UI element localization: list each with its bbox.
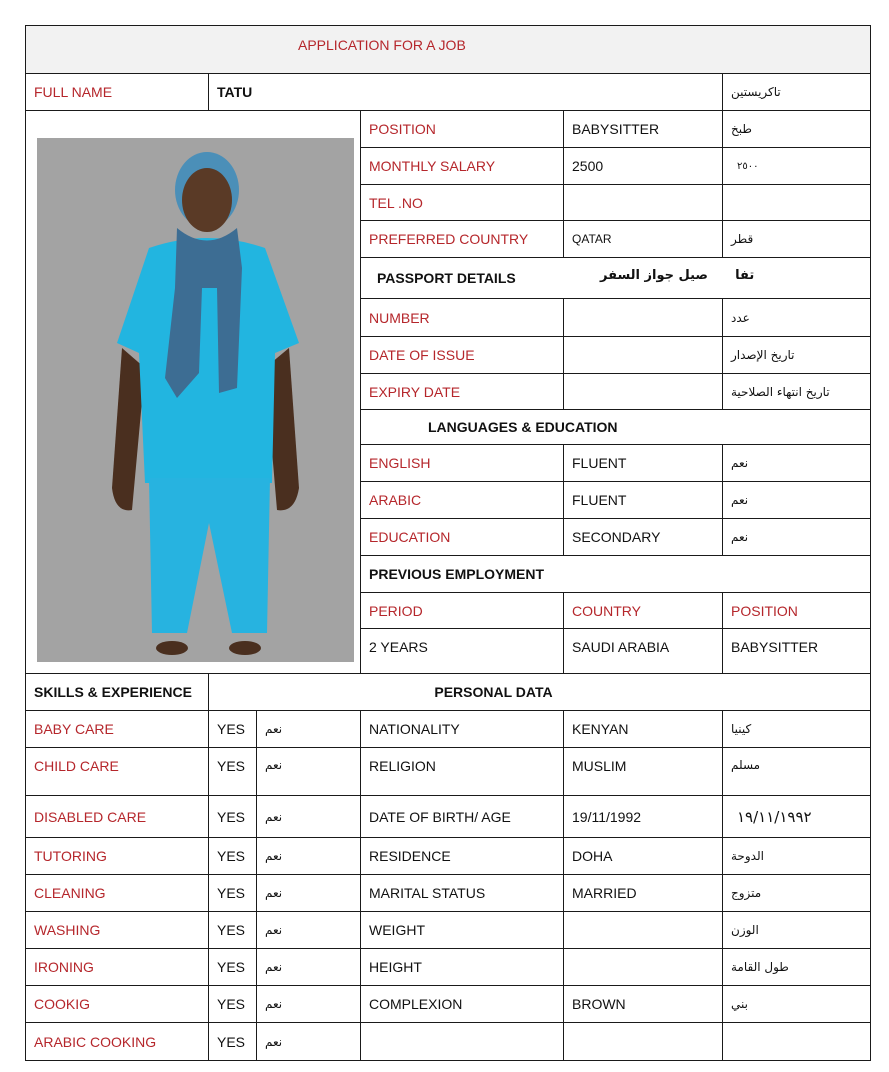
skill-value: YES xyxy=(208,747,257,796)
date-of-issue-arabic: تاريخ الإصدار xyxy=(722,336,871,374)
skill-arabic: نعم xyxy=(256,985,361,1023)
full-name-label: FULL NAME xyxy=(25,73,209,111)
skill-label: IRONING xyxy=(25,948,209,986)
skill-value: YES xyxy=(208,795,257,838)
skill-arabic: نعم xyxy=(256,747,361,796)
full-name-arabic: تاكريستين xyxy=(722,73,871,111)
passport-number-value xyxy=(563,298,723,337)
skill-value: YES xyxy=(208,911,257,949)
monthly-salary-value: 2500 xyxy=(563,147,723,185)
skill-arabic: نعم xyxy=(256,911,361,949)
prev-position-header: POSITION xyxy=(722,592,871,629)
skill-value: YES xyxy=(208,985,257,1023)
personal-value: DOHA xyxy=(563,837,723,875)
personal-label: MARITAL STATUS xyxy=(360,874,564,912)
period-header: PERIOD xyxy=(360,592,564,629)
personal-arabic: كينيا xyxy=(722,710,871,748)
personal-label: WEIGHT xyxy=(360,911,564,949)
passport-number-arabic: عدد xyxy=(722,298,871,337)
date-of-issue-value xyxy=(563,336,723,374)
personal-data-heading: PERSONAL DATA xyxy=(208,673,871,711)
personal-value: MUSLIM xyxy=(563,747,723,796)
education-value: SECONDARY xyxy=(563,518,723,556)
english-arabic: نعم xyxy=(722,444,871,482)
tel-no-label: TEL .NO xyxy=(360,184,564,221)
applicant-photo xyxy=(37,138,354,662)
expiry-date-label: EXPIRY DATE xyxy=(360,373,564,410)
passport-number-label: NUMBER xyxy=(360,298,564,337)
skill-label: COOKIG xyxy=(25,985,209,1023)
prev-position-value: BABYSITTER xyxy=(722,628,871,674)
skill-label: ARABIC COOKING xyxy=(25,1022,209,1061)
languages-education-heading: LANGUAGES & EDUCATION xyxy=(360,409,871,445)
date-of-issue-label: DATE OF ISSUE xyxy=(360,336,564,374)
skill-value: YES xyxy=(208,710,257,748)
monthly-salary-arabic: ٢٥٠٠ xyxy=(722,147,871,185)
skills-experience-heading: SKILLS & EXPERIENCE xyxy=(25,673,209,711)
personal-value: KENYAN xyxy=(563,710,723,748)
form-title: APPLICATION FOR A JOB xyxy=(25,25,871,74)
skill-value: YES xyxy=(208,837,257,875)
expiry-date-value xyxy=(563,373,723,410)
personal-label: RELIGION xyxy=(360,747,564,796)
previous-employment-heading: PREVIOUS EMPLOYMENT xyxy=(360,555,871,593)
skill-label: CHILD CARE xyxy=(25,747,209,796)
skill-arabic: نعم xyxy=(256,1022,361,1061)
tel-no-value xyxy=(563,184,723,221)
personal-arabic: الدوحة xyxy=(722,837,871,875)
period-value: 2 YEARS xyxy=(360,628,564,674)
skill-label: CLEANING xyxy=(25,874,209,912)
skill-label: BABY CARE xyxy=(25,710,209,748)
personal-arabic: طول القامة xyxy=(722,948,871,986)
personal-value: 19/11/1992 xyxy=(563,795,723,838)
education-label: EDUCATION xyxy=(360,518,564,556)
personal-arabic: الوزن xyxy=(722,911,871,949)
personal-value xyxy=(563,948,723,986)
preferred-country-value: QATAR xyxy=(563,220,723,258)
personal-label: RESIDENCE xyxy=(360,837,564,875)
tel-no-arabic xyxy=(722,184,871,221)
position-label: POSITION xyxy=(360,110,564,148)
skill-value: YES xyxy=(208,874,257,912)
personal-arabic: متزوج xyxy=(722,874,871,912)
person-illustration-icon xyxy=(37,138,354,662)
personal-label xyxy=(360,1022,564,1061)
education-arabic: نعم xyxy=(722,518,871,556)
personal-label: NATIONALITY xyxy=(360,710,564,748)
skill-arabic: نعم xyxy=(256,874,361,912)
country-header: COUNTRY xyxy=(563,592,723,629)
full-name-value: TATU xyxy=(208,73,723,111)
personal-value xyxy=(563,911,723,949)
personal-arabic xyxy=(722,1022,871,1061)
personal-label: HEIGHT xyxy=(360,948,564,986)
position-value: BABYSITTER xyxy=(563,110,723,148)
personal-label: DATE OF BIRTH/ AGE xyxy=(360,795,564,838)
personal-arabic: ١٩/١١/١٩٩٢ xyxy=(722,795,871,838)
arabic-arabic: نعم xyxy=(722,481,871,519)
skill-arabic: نعم xyxy=(256,710,361,748)
skill-arabic: نعم xyxy=(256,837,361,875)
personal-label: COMPLEXION xyxy=(360,985,564,1023)
personal-arabic: بني xyxy=(722,985,871,1023)
preferred-country-label: PREFERRED COUNTRY xyxy=(360,220,564,258)
skill-label: TUTORING xyxy=(25,837,209,875)
english-value: FLUENT xyxy=(563,444,723,482)
country-value: SAUDI ARABIA xyxy=(563,628,723,674)
passport-details-heading: PASSPORT DETAILS xyxy=(360,257,871,299)
passport-details-heading-arabic: تفا صيل جواز السفر xyxy=(600,268,755,283)
personal-value xyxy=(563,1022,723,1061)
personal-arabic: مسلم xyxy=(722,747,871,796)
personal-value: MARRIED xyxy=(563,874,723,912)
arabic-value: FLUENT xyxy=(563,481,723,519)
skill-arabic: نعم xyxy=(256,795,361,838)
preferred-country-arabic: قطر xyxy=(722,220,871,258)
skill-label: WASHING xyxy=(25,911,209,949)
expiry-date-arabic: تاريخ انتهاء الصلاحية xyxy=(722,373,871,410)
english-label: ENGLISH xyxy=(360,444,564,482)
skill-value: YES xyxy=(208,1022,257,1061)
personal-value: BROWN xyxy=(563,985,723,1023)
monthly-salary-label: MONTHLY SALARY xyxy=(360,147,564,185)
skill-label: DISABLED CARE xyxy=(25,795,209,838)
skill-value: YES xyxy=(208,948,257,986)
position-arabic: طبخ xyxy=(722,110,871,148)
arabic-label: ARABIC xyxy=(360,481,564,519)
skill-arabic: نعم xyxy=(256,948,361,986)
